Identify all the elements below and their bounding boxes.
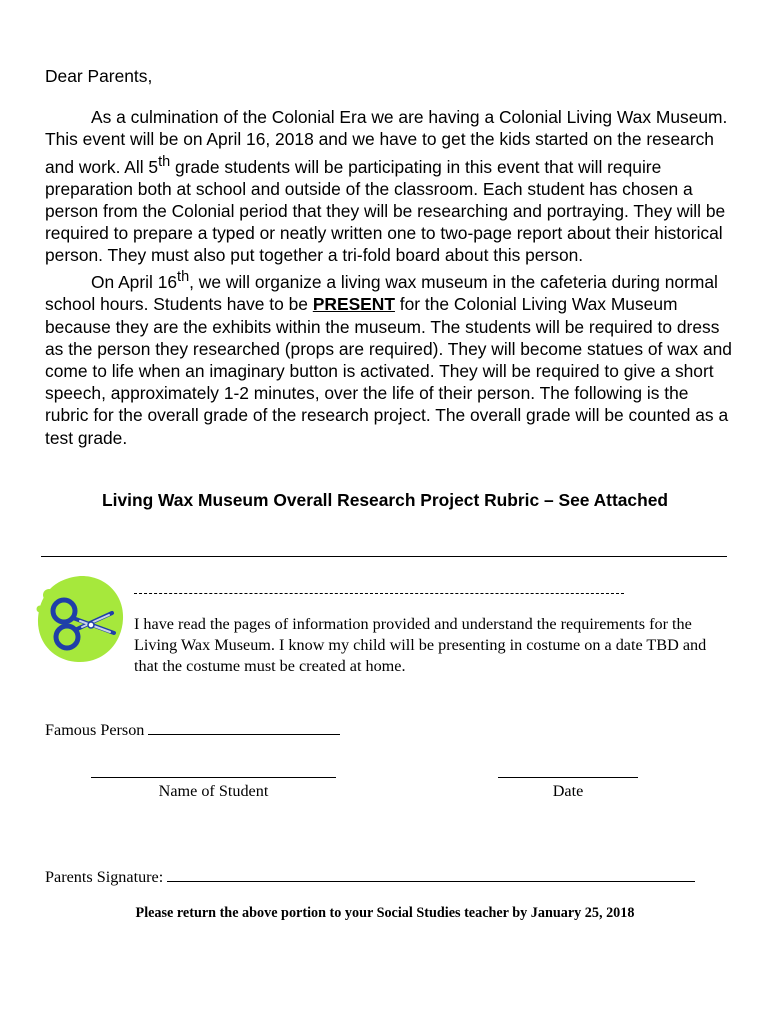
famous-person-label: Famous Person (45, 721, 149, 739)
scissors-icon (34, 573, 126, 665)
student-name-blank[interactable] (91, 777, 336, 778)
paragraph-1-superscript: th (158, 153, 171, 170)
paragraph-2-superscript: th (177, 269, 190, 286)
present-emphasis: PRESENT (312, 294, 395, 315)
return-instructions: Please return the above portion to your Social Studies teacher by January 25, 2018 (135, 905, 635, 921)
date-blank[interactable] (498, 777, 638, 778)
parents-signature-field[interactable] (45, 866, 695, 887)
paragraph-2-text-b: , we will organize a living wax museum in the cafeteria during normal school hours. Students have to be (45, 272, 718, 315)
letter-paragraph-1 (45, 106, 735, 266)
paragraph-1-text-a: As a culmination of the Colonial Era we are having a Colonial Living Wax Museum. This event will be on April 16, 2018 and we have to get the kids started on the research and work. All 5 (45, 107, 728, 177)
acknowledgement-text: I have read the pages of information provided and understand the requirements for the Living Wax Museum. I know my child will be presenting in costume on a date TBD and that the costume must be created at home. (134, 615, 707, 675)
paragraph-2-text-a: On April 16 (91, 272, 178, 293)
paragraph-2-text-c: for the Colonial Living Wax Museum because they are the exhibits within the museum. The students will be required to dress as the person they researched (props are required). They will become statues of wax and come to life when an imaginary button is activated. They will be required to give a short speech, approximately 1-2 minutes, over the life of their person. The following is the rubric for the overall grade of the research project. The overall grade will be counted as a test grade. (45, 294, 732, 448)
dashed-cut-line (134, 593, 624, 594)
name-of-student-label: Name of Student (158, 782, 269, 800)
letter-greeting: Dear Parents, (45, 66, 153, 86)
famous-person-field[interactable] (45, 719, 340, 740)
cut-line-divider (41, 556, 727, 557)
date-label: Date (552, 782, 584, 800)
famous-person-blank[interactable] (148, 719, 340, 735)
parents-signature-label: Parents Signature: (45, 868, 168, 886)
letter-paragraph-2 (45, 266, 735, 448)
rubric-heading: Living Wax Museum Overall Research Project Rubric – See Attached (101, 490, 669, 510)
paragraph-1-text-b: grade students will be participating in this event that will require preparation both at school and outside of the classroom. Each student has chosen a person from the Colonial period that they will be researching and portraying. They will be required to prepare a typed or neatly written one to two-page report about their historical person. They must also put together a tri-fold board about this person. (45, 156, 726, 266)
parents-signature-blank[interactable] (167, 866, 695, 882)
letter-body (45, 65, 735, 449)
